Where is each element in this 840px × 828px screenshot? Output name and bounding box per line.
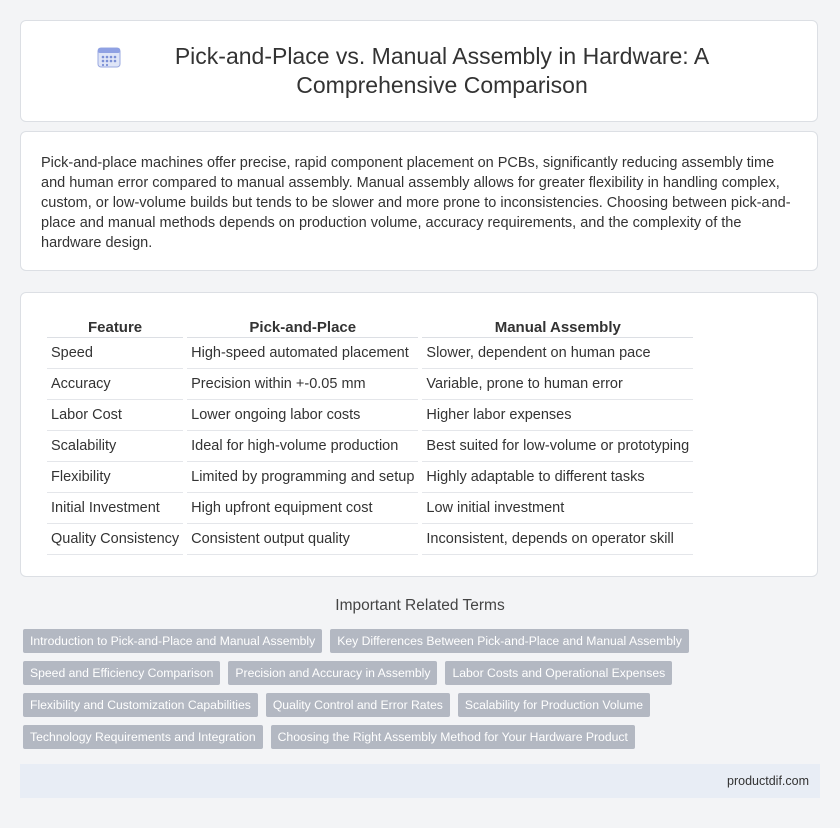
feature-cell: Scalability [47, 431, 183, 462]
pick-and-place-cell: High-speed automated placement [187, 338, 418, 369]
tag-row [23, 661, 823, 685]
pick-and-place-cell: Limited by programming and setup [187, 462, 418, 493]
table-row [47, 338, 693, 369]
feature-cell: Accuracy [47, 369, 183, 400]
related-terms-heading: Important Related Terms [335, 597, 505, 614]
tag-link[interactable]: Scalability for Production Volume [458, 693, 650, 717]
tag-link[interactable]: Key Differences Between Pick-and-Place and Manual Assembly [330, 629, 689, 653]
pick-and-place-cell: Consistent output quality [187, 524, 418, 555]
footer-site-link[interactable]: productdif.com [727, 774, 809, 788]
related-terms-tags [23, 629, 823, 757]
feature-cell: Flexibility [47, 462, 183, 493]
tag-link[interactable]: Labor Costs and Operational Expenses [445, 661, 672, 685]
tag-link[interactable]: Precision and Accuracy in Assembly [228, 661, 437, 685]
table-row [47, 462, 693, 493]
table-row [47, 431, 693, 462]
comparison-table-card [20, 292, 818, 577]
summary-card [20, 131, 818, 271]
column-header-manual-assembly: Manual Assembly [422, 313, 693, 338]
manual-assembly-cell: Variable, prone to human error [422, 369, 693, 400]
pick-and-place-cell: High upfront equipment cost [187, 493, 418, 524]
feature-cell: Speed [47, 338, 183, 369]
feature-cell: Labor Cost [47, 400, 183, 431]
tag-row [23, 693, 823, 717]
manual-assembly-cell: Inconsistent, depends on operator skill [422, 524, 693, 555]
pick-and-place-cell: Ideal for high-volume production [187, 431, 418, 462]
title-card [20, 20, 818, 122]
tag-row [23, 725, 823, 749]
tag-link[interactable]: Choosing the Right Assembly Method for Your Hardware Product [271, 725, 635, 749]
table-row [47, 524, 693, 555]
footer [20, 764, 820, 798]
feature-cell: Quality Consistency [47, 524, 183, 555]
pick-and-place-cell: Lower ongoing labor costs [187, 400, 418, 431]
tag-link[interactable]: Introduction to Pick-and-Place and Manual Assembly [23, 629, 322, 653]
manual-assembly-cell: Best suited for low-volume or prototyping [422, 431, 693, 462]
title-wrap [96, 42, 742, 100]
feature-cell: Initial Investment [47, 493, 183, 524]
pick-and-place-cell: Precision within +-0.05 mm [187, 369, 418, 400]
page-title: Pick-and-Place vs. Manual Assembly in Hardware: A Comprehensive Comparison [174, 43, 710, 98]
comparison-table [43, 313, 697, 555]
manual-assembly-cell: Higher labor expenses [422, 400, 693, 431]
manual-assembly-cell: Low initial investment [422, 493, 693, 524]
table-row [47, 369, 693, 400]
tag-row [23, 629, 823, 653]
table-row [47, 493, 693, 524]
manual-assembly-cell: Slower, dependent on human pace [422, 338, 693, 369]
manual-assembly-cell: Highly adaptable to different tasks [422, 462, 693, 493]
tag-link[interactable]: Speed and Efficiency Comparison [23, 661, 220, 685]
summary-text: Pick-and-place machines offer precise, rapid component placement on PCBs, significantly reducing assembly time and human error compared to manual assembly. Manual assembly allows for greater flexibility in handling complex, custom, or low-volume builds but tends to be slower and more prone to inconsistencies. Choosing between pick-and-place and manual methods depends on production volume, accuracy requirements, and the complexity of the hardware design. [41, 155, 791, 251]
table-header-row [47, 313, 693, 338]
tag-link[interactable]: Technology Requirements and Integration [23, 725, 263, 749]
calendar-grid-icon [96, 46, 122, 68]
tag-link[interactable]: Flexibility and Customization Capabilities [23, 693, 258, 717]
column-header-pick-and-place: Pick-and-Place [187, 313, 418, 338]
column-header-feature: Feature [47, 313, 183, 338]
tag-link[interactable]: Quality Control and Error Rates [266, 693, 450, 717]
table-row [47, 400, 693, 431]
